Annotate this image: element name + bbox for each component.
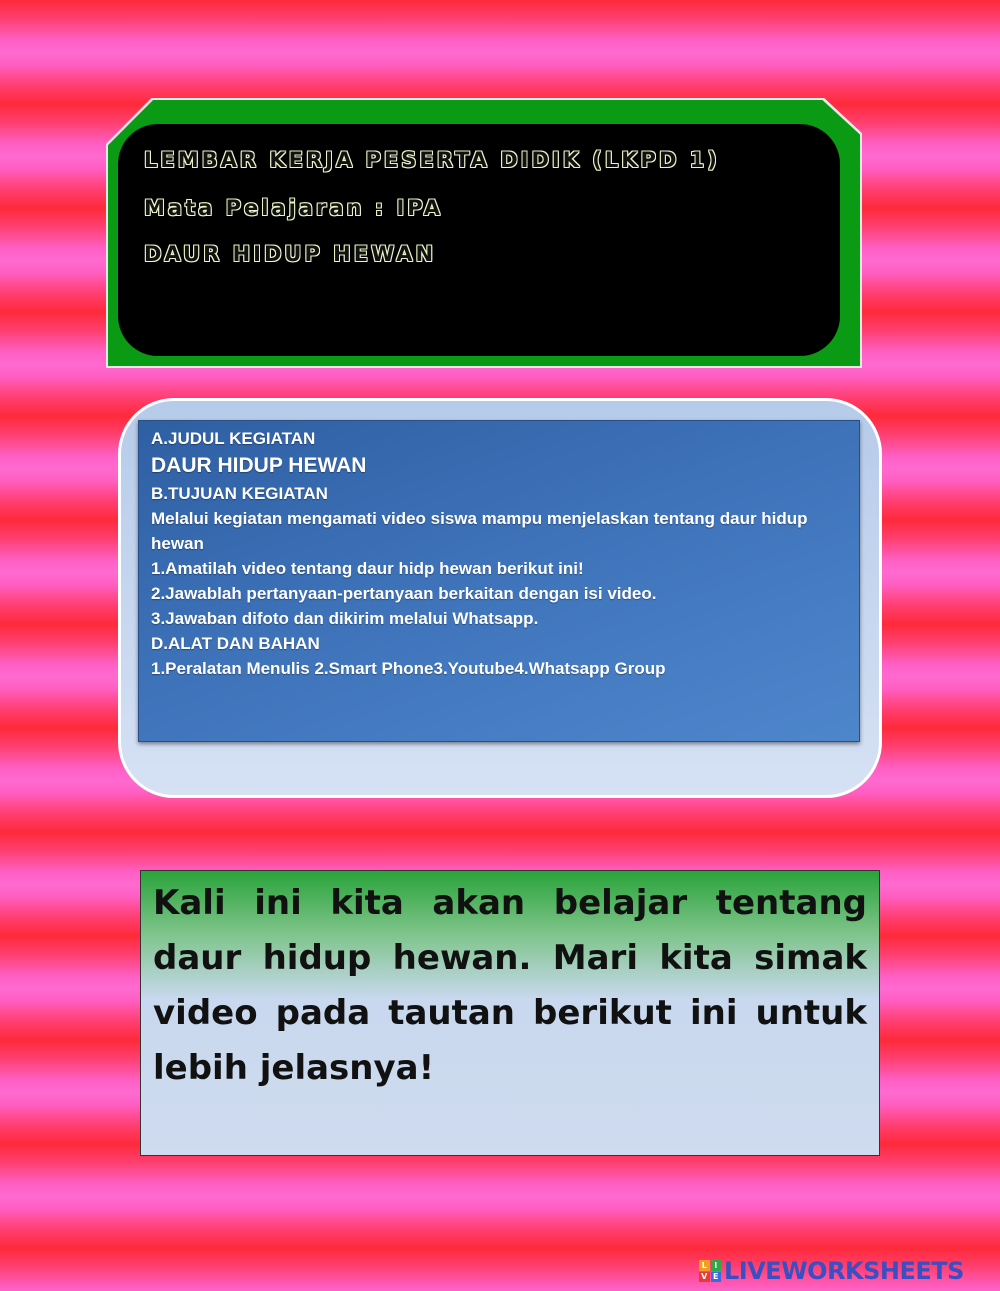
materials-list: 1.Peralatan Menulis 2.Smart Phone3.Youtube4.Whatsapp Group xyxy=(151,659,666,678)
activity-content xyxy=(151,426,851,681)
logo-mark-cell: E xyxy=(711,1272,722,1283)
step-item: 1.Amatilah video tentang daur hidp hewan berikut ini! xyxy=(151,559,584,578)
logo-mark-cell: V xyxy=(699,1272,710,1283)
activity-objective: Melalui kegiatan mengamati video siswa mampu menjelaskan tentang daur hidup hewan xyxy=(151,509,808,553)
logo-text: LIVEWORKSHEETS xyxy=(724,1257,964,1285)
logo-mark-cell: I xyxy=(711,1260,722,1271)
intro-text: Kali ini kita akan belajar tentang daur hidup hewan. Mari kita simak video pada tautan berikut ini untuk lebih jelasnya! xyxy=(153,883,867,1088)
topic-title: DAUR HIDUP HEWAN xyxy=(144,242,437,266)
heading-activity-goal: B.TUJUAN KEGIATAN xyxy=(151,484,328,503)
step-item: 3.Jawaban difoto dan dikirim melalui Whatsapp. xyxy=(151,609,539,628)
heading-activity-title: A.JUDUL KEGIATAN xyxy=(151,429,316,448)
step-item: 2.Jawablah pertanyaan-pertanyaan berkaitan dengan isi video. xyxy=(151,584,657,603)
subject-label: Mata Pelajaran : IPA xyxy=(144,196,443,220)
activity-title: DAUR HIDUP HEWAN xyxy=(151,454,367,477)
liveworksheets-logo-icon xyxy=(699,1260,721,1282)
heading-materials: D.ALAT DAN BAHAN xyxy=(151,634,320,653)
logo-mark-cell: L xyxy=(699,1260,710,1271)
worksheet-title: LEMBAR KERJA PESERTA DIDIK (LKPD 1) xyxy=(144,148,720,172)
liveworksheets-logo xyxy=(699,1256,964,1286)
